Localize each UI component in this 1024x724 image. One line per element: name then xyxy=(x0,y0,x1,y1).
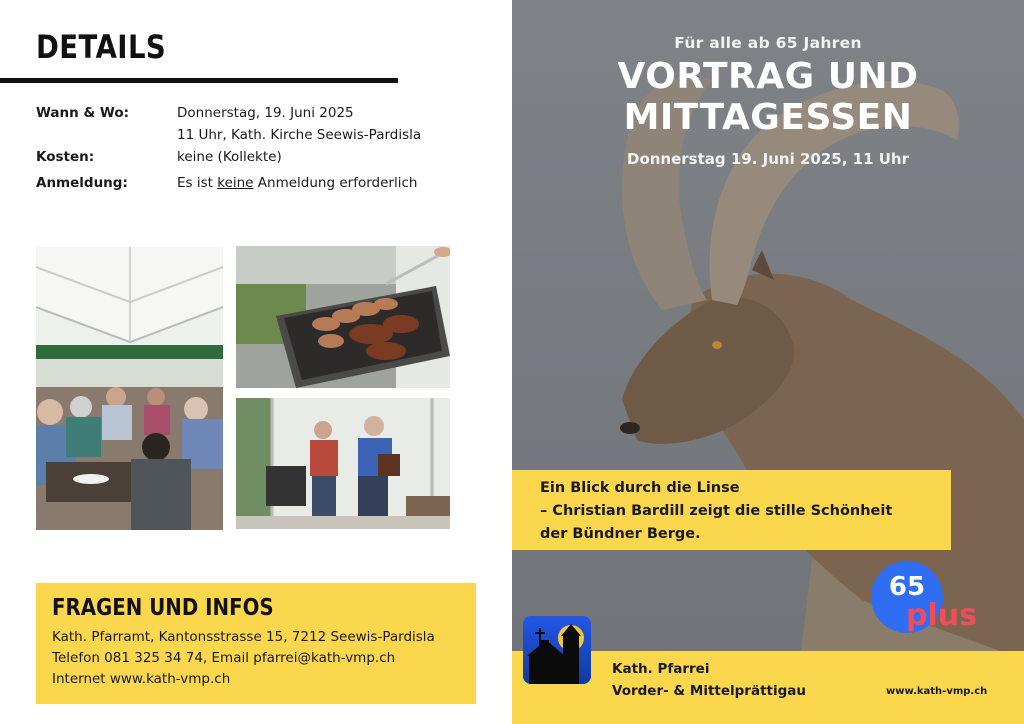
event-title-line2: MITTAGESSEN xyxy=(623,97,913,138)
parish-name xyxy=(612,658,806,702)
contact-heading: FRAGEN UND INFOS xyxy=(52,595,274,621)
contact-lines xyxy=(52,627,460,690)
banner-line-2: – Christian Bardill zeigt die stille Schönheit xyxy=(540,503,893,519)
info-place: 11 Uhr, Kath. Kirche Seewis-Pardisla xyxy=(177,127,422,143)
info-value-registration xyxy=(177,172,486,194)
event-date: Donnerstag 19. Juni 2025, 11 Uhr xyxy=(627,150,909,168)
registration-text-underlined: keine xyxy=(217,175,254,191)
contact-phone-email: Telefon 081 325 34 74, Email pfarrei@kath-vmp.ch xyxy=(52,650,396,666)
info-value-cost: keine (Kollekte) xyxy=(177,149,282,165)
info-row-registration xyxy=(36,172,486,194)
audience-subtitle: Für alle ab 65 Jahren xyxy=(674,34,862,52)
badge-number: 65 xyxy=(888,572,926,602)
info-row-when-where xyxy=(36,102,486,146)
event-info xyxy=(36,102,486,194)
heading-rule xyxy=(0,78,398,83)
info-row-cost xyxy=(36,146,486,168)
church-logo-icon xyxy=(523,616,591,684)
parish-line-2: Vorder- & Mittelprättigau xyxy=(612,683,806,699)
info-label-when-where: Wann & Wo: xyxy=(36,105,129,121)
contact-box xyxy=(36,583,476,704)
event-title xyxy=(512,56,1024,138)
info-label-registration: Anmeldung: xyxy=(36,175,128,191)
badge-plus-text: plus xyxy=(906,598,977,633)
photo-musicians xyxy=(236,398,450,529)
info-value-when-where xyxy=(177,102,486,146)
event-title-line1: VORTRAG UND xyxy=(617,56,919,97)
contact-address: Kath. Pfarramt, Kantonsstrasse 15, 7212 Seewis-Pardisla xyxy=(52,629,435,645)
footer-website: www.kath-vmp.ch xyxy=(886,686,988,697)
details-heading: DETAILS xyxy=(36,28,167,66)
flyer-cover xyxy=(512,0,1024,724)
registration-text-after: Anmeldung erforderlich xyxy=(253,175,418,191)
banner-line-1: Ein Blick durch die Linse xyxy=(540,480,740,496)
info-date: Donnerstag, 19. Juni 2025 xyxy=(177,105,354,121)
info-label-cost: Kosten: xyxy=(36,149,95,165)
registration-text-before: Es ist xyxy=(177,175,218,191)
photo-barbecue-grill xyxy=(236,246,450,388)
parish-line-1: Kath. Pfarrei xyxy=(612,661,710,677)
contact-website: Internet www.kath-vmp.ch xyxy=(52,671,231,687)
photo-tent-gathering xyxy=(36,247,223,530)
banner-line-3: der Bündner Berge. xyxy=(540,526,701,542)
talk-banner xyxy=(512,470,951,550)
